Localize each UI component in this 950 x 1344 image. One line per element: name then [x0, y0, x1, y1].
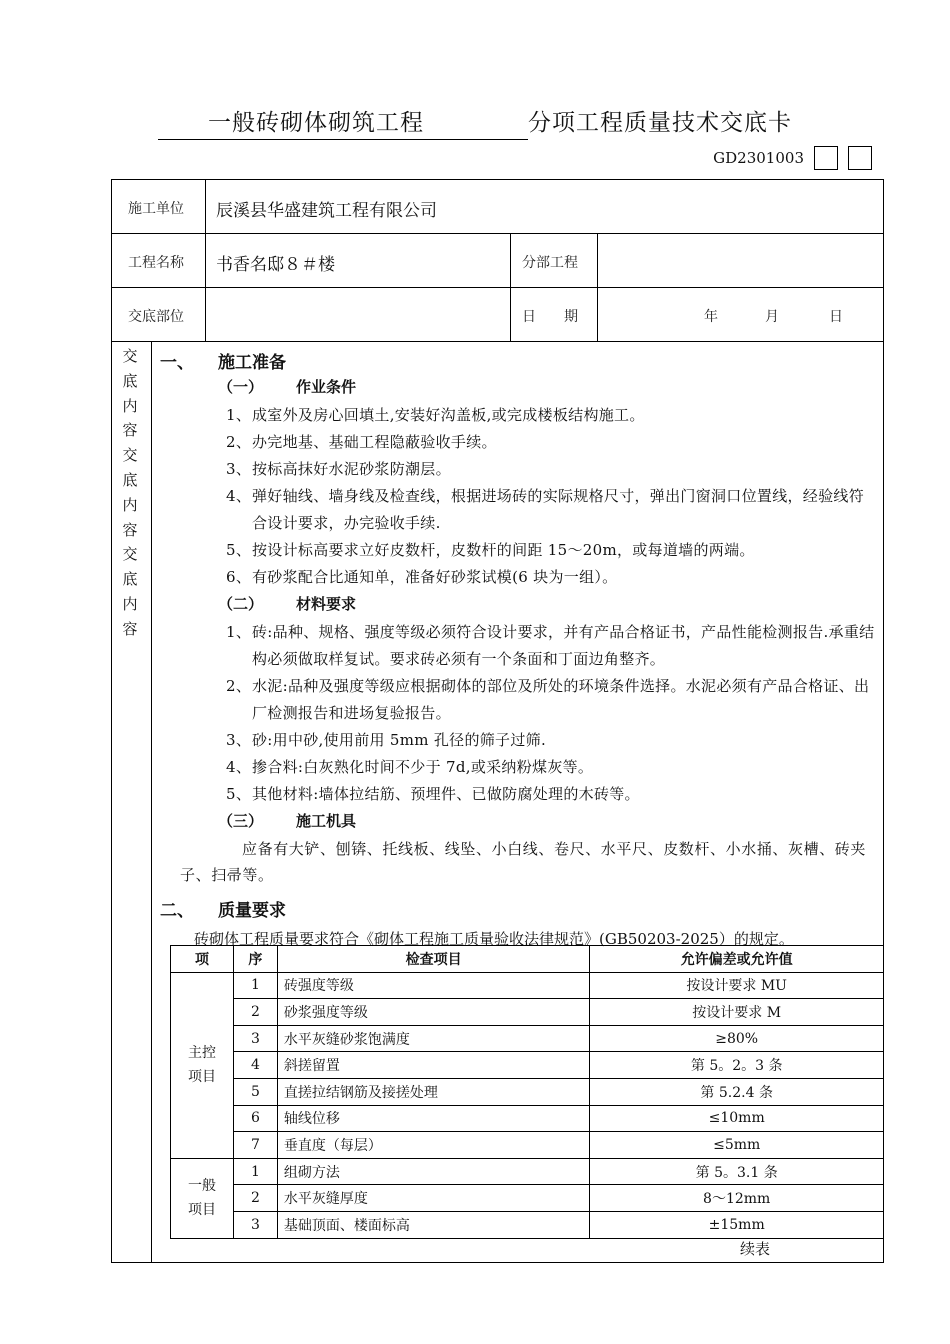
column-header: 允许偏差或允许值: [590, 946, 884, 973]
date-year: 年: [704, 309, 718, 325]
subsection-title: 施工机具: [296, 812, 357, 830]
col-divider: [597, 233, 598, 341]
side-char: 容: [122, 520, 138, 539]
subsection-title: 材料要求: [296, 595, 357, 613]
subsection-heading: [160, 593, 878, 619]
section-title: 施工准备: [218, 353, 286, 373]
table-row: [171, 1105, 884, 1132]
side-char: 容: [122, 421, 138, 440]
document-title: [0, 104, 950, 140]
item-cell: 砂浆强度等级: [277, 999, 589, 1026]
title-suffix: 分项工程质量技术交底卡: [528, 110, 792, 136]
side-char: 交: [122, 545, 138, 564]
table-row: [171, 1211, 884, 1238]
side-char: 内: [122, 594, 138, 613]
section-number: 二、: [160, 901, 194, 921]
list-item: 5、按设计标高要求立好皮数杆，皮数杆的间距 15～20m，或每道墙的两端。: [226, 541, 755, 559]
title-project: 一般砖砌体砌筑工程: [158, 104, 472, 140]
date-label: 日 期: [522, 309, 578, 325]
item-cell: 垂直度（每层）: [277, 1132, 589, 1159]
table-row: [171, 1025, 884, 1052]
list-item: 3、砂:用中砂,使用前用 5mm 孔径的筛子过筛.: [226, 731, 547, 749]
side-char: 底: [122, 371, 138, 390]
subsection-heading: [160, 810, 878, 836]
row-divider: [111, 341, 884, 342]
list-item: 1、成室外及房心回填土,安装好沟盖板,或完成楼板结构施工。: [226, 406, 645, 424]
value-cell: 按设计要求 M: [590, 999, 884, 1026]
part-label: 交底部位: [128, 309, 184, 325]
checkbox-2[interactable]: [848, 146, 872, 170]
document-code: [713, 146, 872, 170]
table-row: [171, 1185, 884, 1212]
subsection-number: （一）: [218, 378, 264, 396]
item-cell: 直搓拉结钢筋及接搓处理: [277, 1078, 589, 1105]
quality-table: [170, 945, 884, 1239]
table-row: [171, 1078, 884, 1105]
side-char: 内: [122, 495, 138, 514]
seq-cell: 5: [233, 1078, 277, 1105]
list-item: 6、有砂浆配合比通知单，准备好砂浆试模(6 块为一组）。: [226, 568, 618, 586]
table-row: [171, 1052, 884, 1079]
project-label: 工程名称: [128, 255, 184, 271]
side-char: 交: [122, 347, 138, 365]
section-title: 质量要求: [218, 901, 286, 921]
seq-cell: 1: [233, 972, 277, 999]
value-cell: 第 5。3.1 条: [590, 1158, 884, 1185]
checkbox-1[interactable]: [814, 146, 838, 170]
table-header-row: [171, 946, 884, 973]
seq-cell: 3: [233, 1025, 277, 1052]
subsection-heading: [160, 376, 878, 402]
col-divider: [205, 179, 206, 341]
value-cell: ≤5mm: [590, 1132, 884, 1159]
side-char: 容: [122, 619, 138, 638]
group-general: 一般项目: [171, 1158, 234, 1238]
subsection-title: 作业条件: [296, 378, 357, 396]
side-label: [115, 344, 145, 642]
item-cell: 砖强度等级: [277, 972, 589, 999]
list-item: 4、弹好轴线、墙身线及检查线，根据进场砖的实际规格尺寸，弹出门窗洞口位置线，经验线符合设计要求，办完验收手续.: [226, 487, 865, 532]
unit-label: 施工单位: [128, 201, 184, 217]
date-month: 月: [765, 309, 779, 325]
list-item: 2、办完地基、基础工程隐蔽验收手续。: [226, 433, 497, 451]
column-header: 项: [171, 946, 234, 973]
date-day: 日: [829, 309, 843, 325]
col-divider: [151, 341, 152, 1263]
project-value: 书香名邸８＃楼: [216, 255, 335, 275]
tools-paragraph: 应备有大铲、刨锛、托线板、线坠、小白线、卷尺、水平尺、皮数杆、小水捅、灰槽、砖夹子、扫帚等。: [180, 840, 867, 884]
col-divider: [510, 233, 511, 341]
list-item: 1、砖:品种、规格、强度等级必须符合设计要求，并有产品合格证书，产品性能检测报告.承重结构必须做取样复试。要求砖必须有一个条面和丁面边角整齐。: [226, 623, 875, 668]
value-cell: 第 5.2.4 条: [590, 1078, 884, 1105]
section-number: 一、: [160, 353, 194, 373]
seq-cell: 4: [233, 1052, 277, 1079]
section-heading: [160, 896, 878, 924]
side-char: 底: [122, 570, 138, 589]
list-item: 5、其他材料:墙体拉结筋、预埋件、已做防腐处理的木砖等。: [226, 785, 640, 803]
list-item: 3、按标高抹好水泥砂浆防潮层。: [226, 460, 451, 478]
seq-cell: 2: [233, 1185, 277, 1212]
row-divider: [111, 233, 884, 234]
value-cell: ±15mm: [590, 1211, 884, 1238]
item-cell: 斜搓留置: [277, 1052, 589, 1079]
table-row: [171, 972, 884, 999]
list-item: 2、水泥:品种及强度等级应根据砌体的部位及所处的环境条件选择。水泥必须有产品合格证、出厂检测报告和进场复验报告。: [226, 677, 870, 722]
item-cell: 组砌方法: [277, 1158, 589, 1185]
section-heading: [160, 348, 878, 376]
group-main-control: 主控项目: [171, 972, 234, 1158]
side-char: 内: [122, 396, 138, 415]
list-item: 4、掺合料:白灰熟化时间不少于 7d,或采纳粉煤灰等。: [226, 758, 594, 776]
value-cell: ≥80%: [590, 1025, 884, 1052]
row-divider: [111, 287, 884, 288]
unit-value: 辰溪县华盛建筑工程有限公司: [216, 201, 437, 221]
title-blank: [472, 115, 528, 140]
side-char: 交: [122, 446, 138, 465]
subsection-number: （三）: [218, 812, 264, 830]
item-cell: 水平灰缝厚度: [277, 1185, 589, 1212]
value-cell: 8～12mm: [590, 1185, 884, 1212]
table-row: [171, 1132, 884, 1159]
item-cell: 基础顶面、楼面标高: [277, 1211, 589, 1238]
quality-intro: 砖砌体工程质量要求符合《砌体工程施工质量验收法律规范》(GB50203-2025）的规定。: [194, 930, 794, 948]
continued-label: 续表: [740, 1240, 771, 1258]
value-cell: ≤10mm: [590, 1105, 884, 1132]
seq-cell: 7: [233, 1132, 277, 1159]
value-cell: 第 5。2。3 条: [590, 1052, 884, 1079]
document-code-text: GD2301003: [713, 149, 804, 167]
table-row: [171, 1158, 884, 1185]
item-cell: 轴线位移: [277, 1105, 589, 1132]
sub-project-label: 分部工程: [522, 255, 578, 271]
subsection-number: （二）: [218, 595, 264, 613]
seq-cell: 6: [233, 1105, 277, 1132]
seq-cell: 1: [233, 1158, 277, 1185]
item-cell: 水平灰缝砂浆饱满度: [277, 1025, 589, 1052]
column-header: 检查项目: [277, 946, 589, 973]
value-cell: 按设计要求 MU: [590, 972, 884, 999]
seq-cell: 3: [233, 1211, 277, 1238]
side-char: 底: [122, 470, 138, 489]
table-row: [171, 999, 884, 1026]
column-header: 序: [233, 946, 277, 973]
seq-cell: 2: [233, 999, 277, 1026]
disclosure-content: [160, 348, 878, 952]
